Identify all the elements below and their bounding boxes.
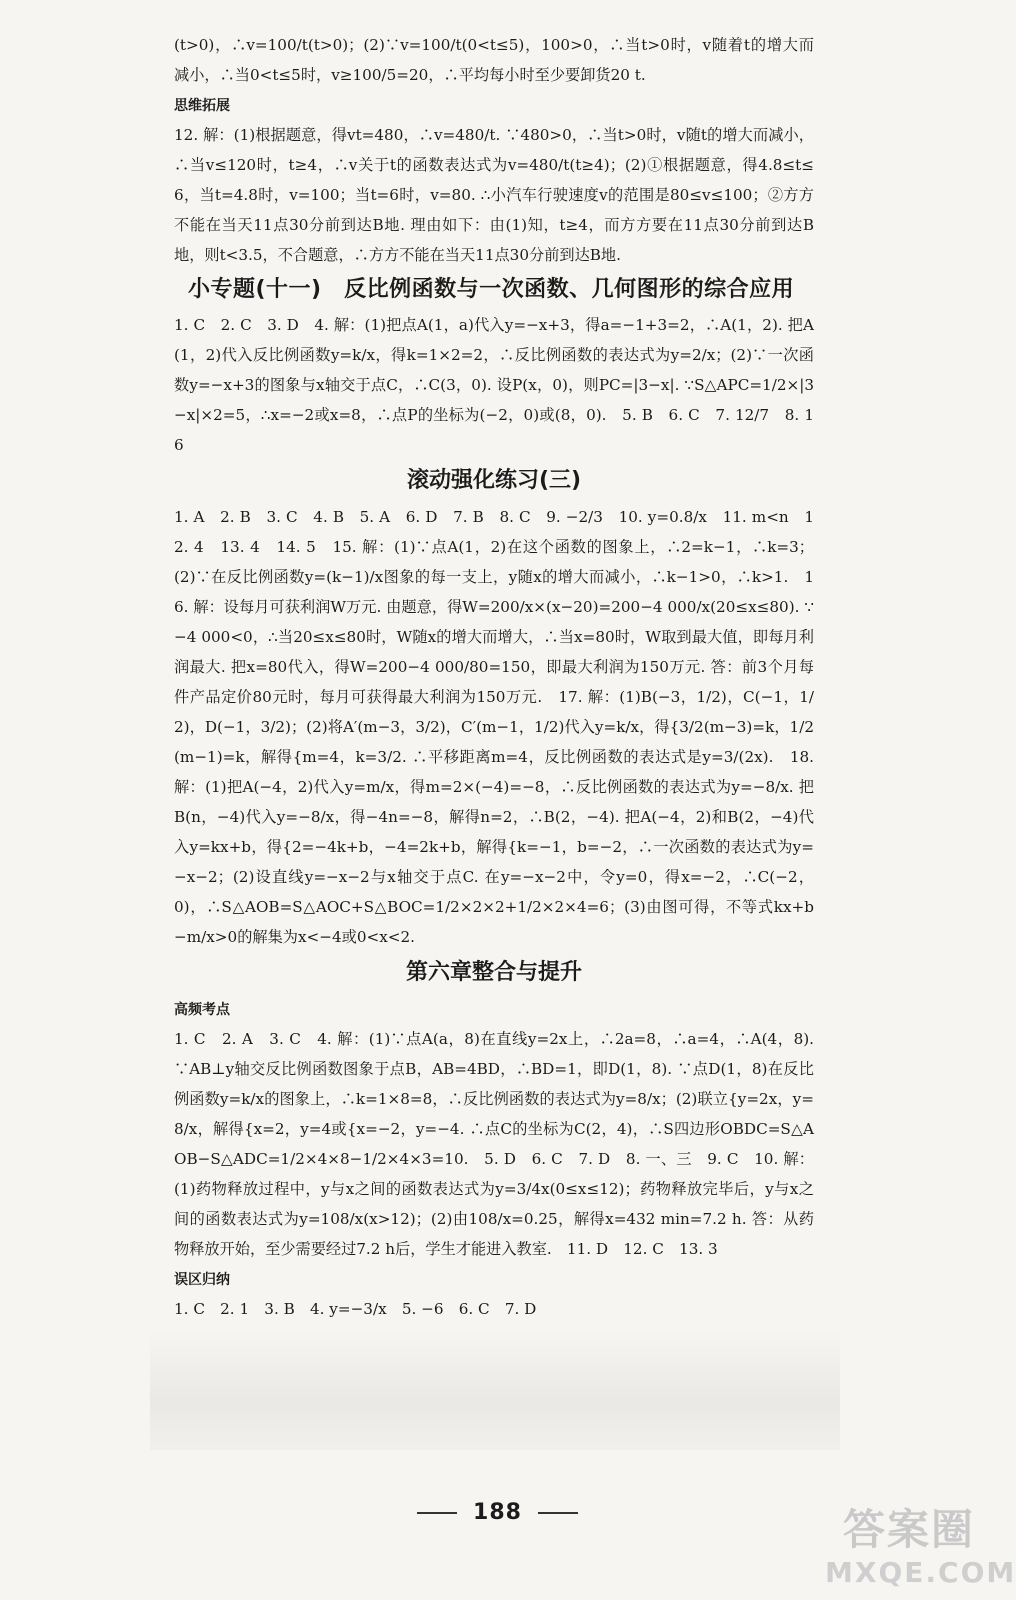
scan-shadow — [150, 1330, 840, 1450]
subheading-mistakes: 误区归纳 — [174, 1272, 230, 1288]
answer-paragraph-mistakes: 1. C 2. 1 3. B 4. y=−3/x 5. −6 6. C 7. D — [174, 1300, 537, 1318]
special-topic-heading: 小专题(十一) 反比例函数与一次函数、几何图形的综合应用 — [188, 277, 795, 302]
page-number: 188 — [473, 1500, 522, 1525]
watermark-text: 答案圈 — [842, 1505, 975, 1554]
subheading-thinking-extension: 思维拓展 — [174, 98, 230, 114]
subheading-frequent-points: 高频考点 — [174, 1002, 230, 1018]
answer-paragraph-rolling: 1. A 2. B 3. C 4. B 5. A 6. D 7. B 8. C 9. −2/3 10. y=0.8/x 11. m<n 12. 4 13. 4 14. 5 15. 解：(1)∵点A(1，2)在这个函数的图象上，∴2=k−1，∴k=3；(2)∵在反比例函数y=(k−1)/x图象的每一支上，y随x的增大而减小，∴k−1>0，∴k>1. 16. 解：设每月可获利润W万元. 由题意，得W=200/x×(x−20)=200−4 000/x(20≤x≤80). ∵−4 000<0，∴当20≤x≤80时，W随x的增大而增大，∴当x=80时，W取到最大值，即每月利润最大. 把x=80代入，得W=200−4 000/80=150，即最大利润为150万元. 答：前3个月每件产品定价80元时，每月可获得最大利润为150万元. 17. 解：(1)B(−3，1/2)，C(−1，1/2)，D(−1，3/2)；(2)将A′(m−3，3/2)，C′(m−1，1/2)代入y=k/x，得{3/2(m−3)=k，1/2(m−1)=k，解得{m=4，k=3/2. ∴平移距离m=4，反比例函数的表达式是y=3/(2x). 18. 解：(1)把A(−4，2)代入y=m/x，得m=2×(−4)=−8，∴反比例函数的表达式为y=−8/x. 把B(n，−4)代入y=−8/x，得−4n=−8，解得n=2，∴B(2，−4). 把A(−4，2)和B(2，−4)代入y=kx+b，得{2=−4k+b，−4=2k+b，解得{k=−1，b=−2，∴一次函数的表达式为y=−x−2；(2)设直线y=−x−2与x轴交于点C. 在y=−x−2中，令y=0，得x=−2，∴C(−2，0)，∴S△AOB=S△AOC+S△BOC=1/2×2×2+1/2×2×4=6；(3)由图可得，不等式kx+b−m/x>0的解集为x<−4或0<x<2. — [174, 508, 814, 946]
answer-paragraph-frequent: 1. C 2. A 3. C 4. 解：(1)∵点A(a，8)在直线y=2x上，∴2a=8，∴a=4，∴A(4，8). ∵AB⊥y轴交反比例函数图象于点B，AB=4BD，∴BD=1，即D(1，8). ∵点D(1，8)在反比例函数y=k/x的图象上，∴k=1×8=8，∴反比例函数的表达式为y=8/x；(2)联立{y=2x，y=8/x，解得{x=2，y=4或{x=−2，y=−4. ∴点C的坐标为C(2，4)，∴S四边形OBDC=S△AOB−S△ADC=1/2×4×8−1/2×4×3=10. 5. D 6. C 7. D 8. 一、三 9. C 10. 解：(1)药物释放过程中，y与x之间的函数表达式为y=3/4x(0≤x≤12)；药物释放完毕后，y与x之间的函数表达式为y=108/x(x>12)；(2)由108/x=0.25，解得x=432 min=7.2 h. 答：从药物释放开始，至少需要经过7.2 h后，学生才能进入教室. 11. D 12. C 13. 3 — [174, 1030, 814, 1258]
answer-paragraph-special: 1. C 2. C 3. D 4. 解：(1)把点A(1，a)代入y=−x+3，得a=−1+3=2，∴A(1，2). 把A(1，2)代入反比例函数y=k/x，得k=1×2=2，∴反比例函数的表达式为y=2/x；(2)∵一次函数y=−x+3的图象与x轴交于点C，∴C(3，0). 设P(x，0)，则PC=|3−x|. ∵S△APC=1/2×|3−x|×2=5，∴x=−2或x=8，∴点P的坐标为(−2，0)或(8，0). 5. B 6. C 7. 12/7 8. 16 — [174, 316, 814, 454]
watermark-url: MXQE.COM — [825, 1556, 1016, 1589]
footer-right-dash — [538, 1512, 578, 1514]
rolling-practice-heading: 滚动强化练习(三) — [406, 468, 582, 493]
answer-paragraph-12: 12. 解：(1)根据题意，得vt=480，∴v=480/t. ∵480>0，∴当t>0时，v随t的增大而减小，∴当v≤120时，t≥4，∴v关于t的函数表达式为v=480/t(t≥4)；(2)①根据题意，得4.8≤t≤6，当t=4.8时，v=100；当t=6时，v=80. ∴小汽车行驶速度v的范围是80≤v≤100；②方方不能在当天11点30分前到达B地. 理由如下：由(1)知，t≥4，而方方要在11点30分前到达B地，则t<3.5，不合题意，∴方方不能在当天11点30分前到达B地. — [174, 126, 814, 264]
answer-column — [174, 30, 814, 1324]
answer-paragraph-1: (t>0)，∴v=100/t(t>0)；(2)∵v=100/t(0<t≤5)，100>0，∴当t>0时，v随着t的增大而减小，∴当0<t≤5时，v≥100/5=20，∴平均每小时至少要卸货20 t. — [174, 36, 814, 84]
watermark-logo — [821, 1504, 1016, 1592]
chapter-review-heading: 第六章整合与提升 — [405, 960, 582, 985]
footer-left-dash — [417, 1512, 457, 1514]
